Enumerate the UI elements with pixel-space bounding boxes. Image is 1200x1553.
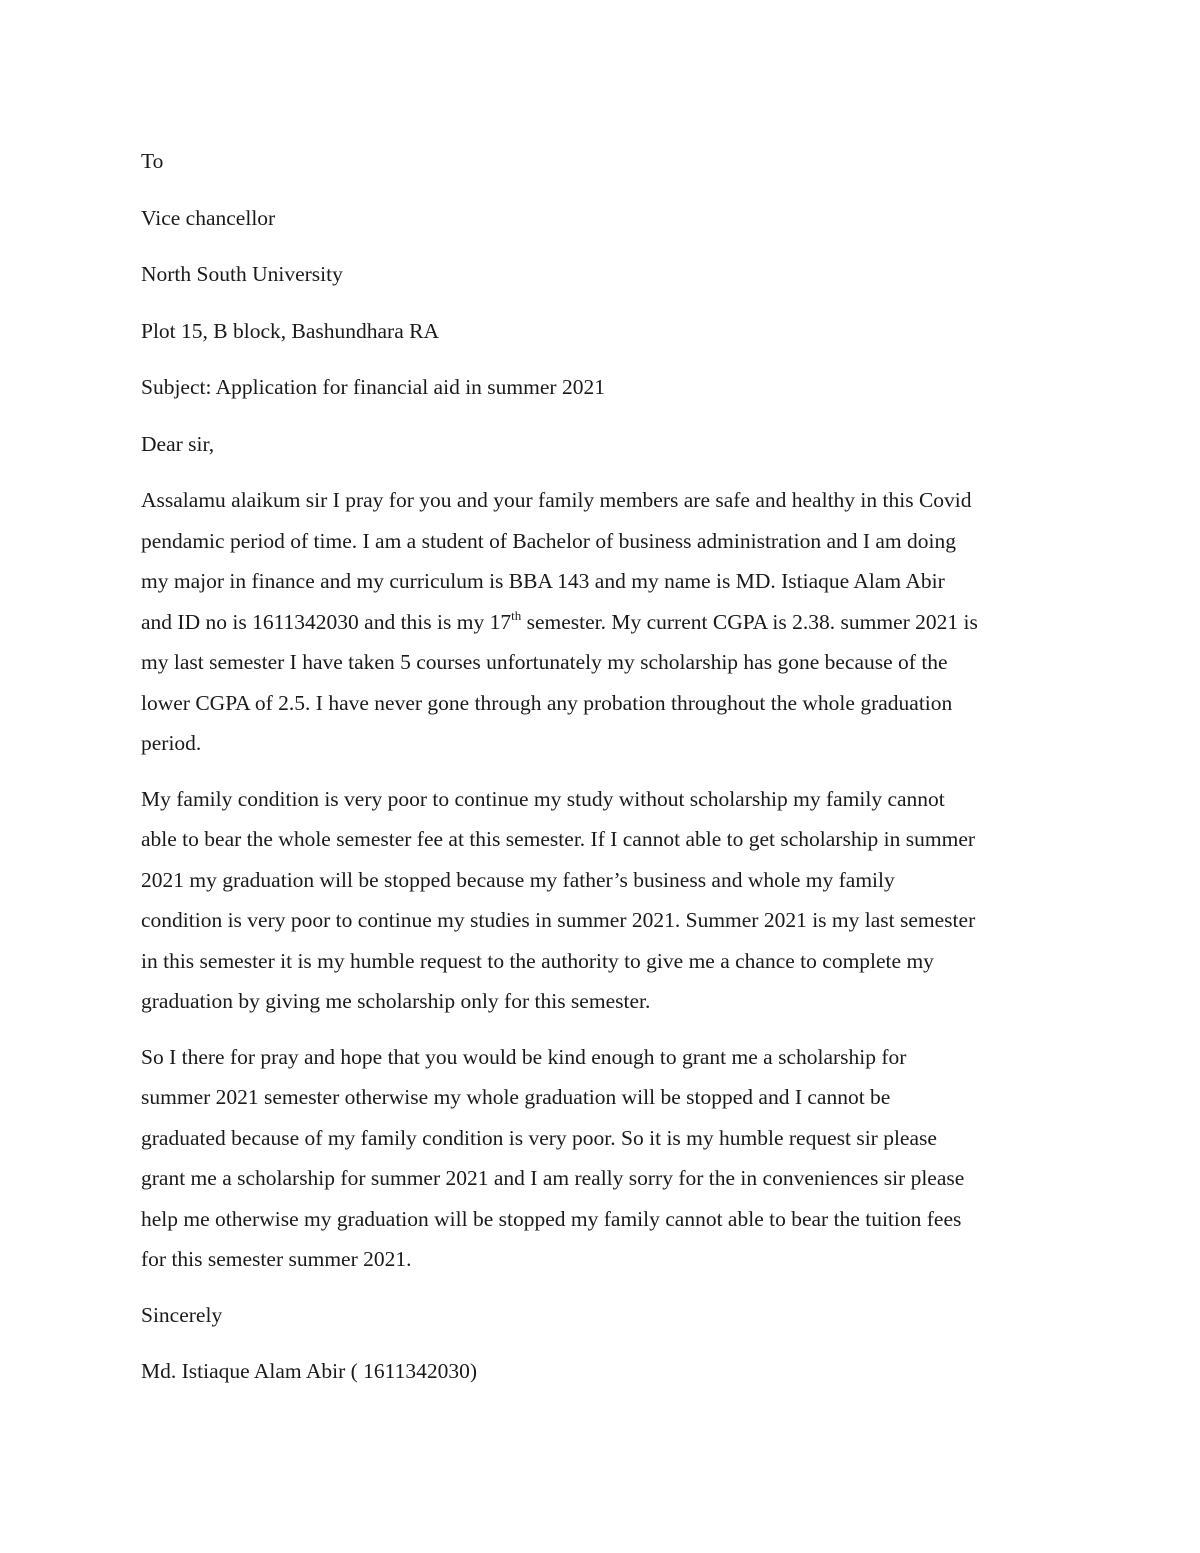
ordinal-suffix: th <box>511 607 522 623</box>
paragraph-line: My family condition is very poor to continue my study without scholarship my family cannot <box>141 786 945 811</box>
letter-body <box>141 141 1071 1392</box>
institution-address: Plot 15, B block, Bashundhara RA <box>141 318 439 343</box>
recipient-title: Vice chancellor <box>141 205 276 230</box>
paragraph-line: able to bear the whole semester fee at this semester. If I cannot able to get scholarship in summer <box>141 827 976 851</box>
paragraph-line: in this semester it is my humble request to the authority to give me a chance to complete my <box>141 948 934 973</box>
paragraph-1 <box>141 480 1071 764</box>
paragraph-line: my last semester I have taken 5 courses unfortunately my scholarship has gone because of the <box>141 650 948 674</box>
paragraph-line: for this semester summer 2021. <box>141 1247 412 1271</box>
paragraph-2 <box>141 779 1071 1022</box>
letter-to: To <box>141 149 164 173</box>
letter-subject: Subject: Application for financial aid in summer 2021 <box>141 375 605 399</box>
institution-name: North South University <box>141 262 343 286</box>
paragraph-line: So I there for pray and hope that you would be kind enough to grant me a scholarship for <box>141 1044 907 1069</box>
paragraph-line: help me otherwise my graduation will be stopped my family cannot able to bear the tuition fees <box>141 1206 962 1231</box>
paragraph-line: 2021 my graduation will be stopped because my father’s business and whole my family <box>141 867 895 892</box>
paragraph-line: condition is very poor to continue my studies in summer 2021. Summer 2021 is my last semester <box>141 908 976 932</box>
paragraph-line: my major in finance and my curriculum is BBA 143 and my name is MD. Istiaque Alam Abir <box>141 569 945 593</box>
paragraph-line: summer 2021 semester otherwise my whole graduation will be stopped and I cannot be <box>141 1085 891 1109</box>
paragraph-line <box>141 602 1071 643</box>
paragraph-line: grant me a scholarship for summer 2021 and I am really sorry for the in conveniences sir please <box>141 1166 965 1190</box>
signature-name: Md. Istiaque Alam Abir ( 1611342030) <box>141 1359 478 1383</box>
closing: Sincerely <box>141 1302 223 1327</box>
paragraph-line: Assalamu alaikum sir I pray for you and your family members are safe and healthy in this Covid <box>141 488 972 512</box>
paragraph-line: period. <box>141 731 202 755</box>
paragraph-line: pendamic period of time. I am a student of Bachelor of business administration and I am doing <box>141 528 957 553</box>
salutation: Dear sir, <box>141 431 215 456</box>
paragraph-text: semester. My current CGPA is 2.38. summer 2021 is <box>521 609 978 634</box>
paragraph-line: lower CGPA of 2.5. I have never gone through any probation throughout the whole graduation <box>141 690 953 715</box>
paragraph-text: and ID no is 1611342030 and this is my 17 <box>141 609 512 634</box>
paragraph-line: graduated because of my family condition is very poor. So it is my humble request sir please <box>141 1125 937 1150</box>
paragraph-3 <box>141 1037 1071 1280</box>
paragraph-line: graduation by giving me scholarship only for this semester. <box>141 989 651 1013</box>
